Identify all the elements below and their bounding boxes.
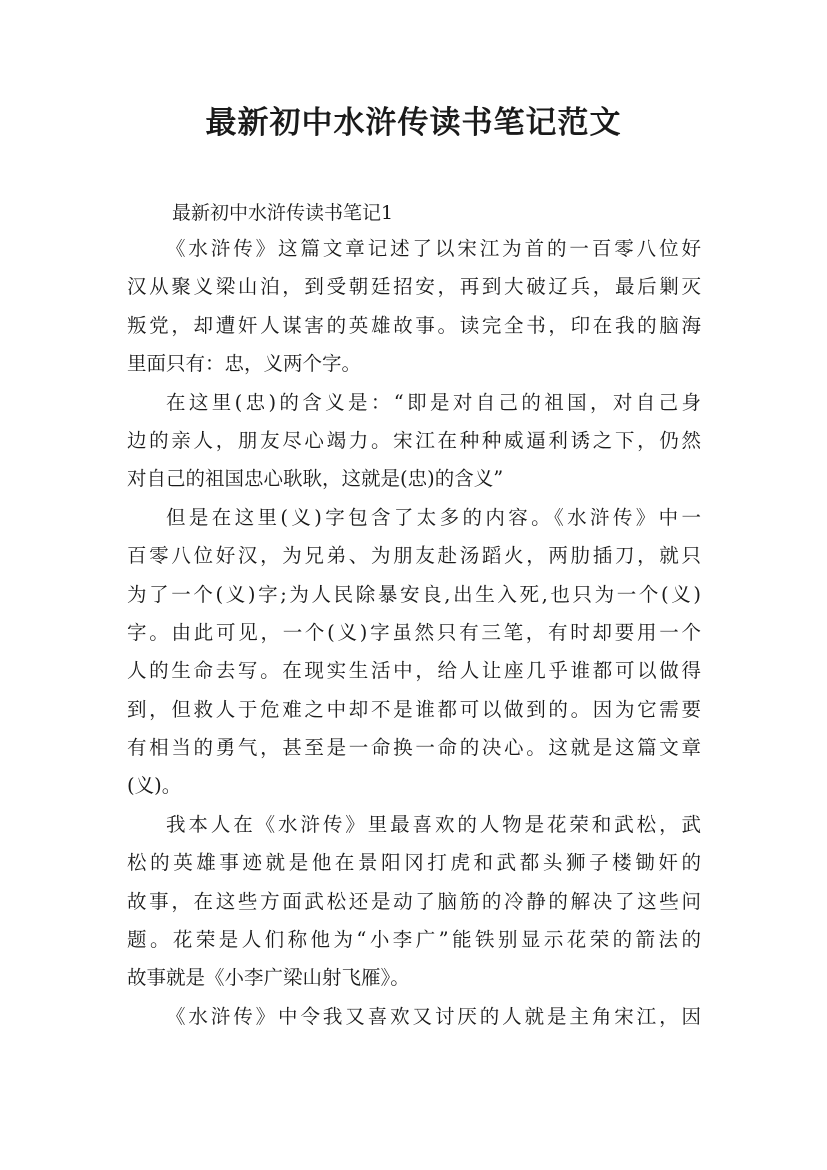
text-line: 故事，在这些方面武松还是动了脑筋的冷静的解决了这些问 [127,889,701,913]
text-line: 在这里(忠)的含义是：“即是对自己的祖国，对自己身 [166,390,701,414]
text-line: 叛党，却遭奸人谋害的英雄故事。读完全书，印在我的脑海 [127,313,701,337]
text-line: 百零八位好汉，为兄弟、为朋友赴汤蹈火，两肋插刀，就只 [127,544,701,568]
text-line: 有相当的勇气，甚至是一命换一命的决心。这就是这篇文章 [127,736,701,760]
text-line: 我本人在《水浒传》里最喜欢的人物是花荣和武松，武 [166,812,701,836]
text-line: 《水浒传》这篇文章记述了以宋江为首的一百零八位好 [166,237,701,260]
section-heading: 最新初中水浒传读书笔记1 [172,202,394,224]
text-line: 松的英雄事迹就是他在景阳冈打虎和武都头狮子楼锄奸的 [127,851,701,875]
text-line: 《水浒传》中令我又喜欢又讨厌的人就是主角宋江，因 [166,1004,701,1028]
document-title: 最新初中水浒传读书笔记范文 [205,105,622,141]
text-line: 人的生命去写。在现实生活中，给人让座几乎谁都可以做得 [127,659,701,683]
text-line: 为了一个(义)字;为人民除暴安良,出生入死,也只为一个(义) [127,582,701,606]
text-line: 到，但救人于危难之中却不是谁都可以做到的。因为它需要 [127,697,701,721]
text-line: 但是在这里(义)字包含了太多的内容。《水浒传》中一 [166,505,701,529]
text-line: 故事就是《小李广梁山射飞雁》。 [127,966,410,990]
text-line: (义)。 [127,774,182,798]
text-line: 字。由此可见，一个(义)字虽然只有三笔，有时却要用一个 [127,620,701,644]
document-body [127,230,701,1036]
text-line: 里面只有：忠，义两个字。 [127,352,362,376]
text-line: 题。花荣是人们称他为“小李广”能铁别显示花荣的箭法的 [127,928,701,952]
text-line: 边的亲人，朋友尽心竭力。宋江在种种威逼利诱之下，仍然 [127,428,701,452]
text-line: 对自己的祖国忠心耿耿，这就是(忠)的含义” [127,467,504,491]
text-line: 汉从聚义梁山泊，到受朝廷招安，再到大破辽兵，最后剿灭 [127,275,701,299]
